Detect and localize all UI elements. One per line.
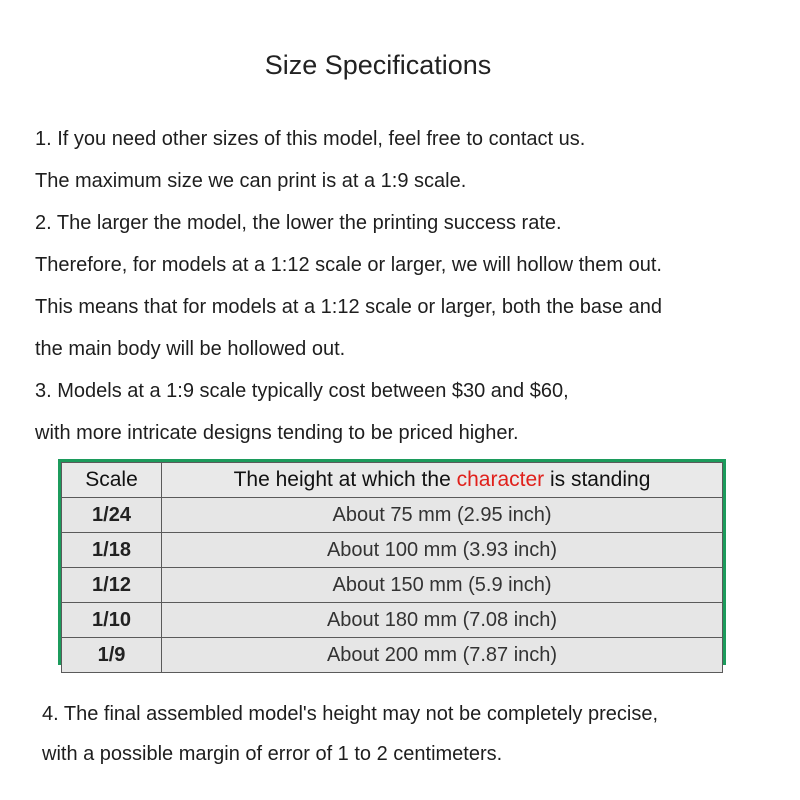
note-text (42, 694, 658, 774)
height-cell: About 150 mm (5.9 inch) (162, 568, 723, 603)
size-table-grid (61, 462, 723, 673)
table-row (62, 498, 723, 533)
text-line: 4. The final assembled model's height may not be completely precise, (42, 703, 658, 725)
table-row (62, 533, 723, 568)
height-cell: About 200 mm (7.87 inch) (162, 638, 723, 673)
text-line: 2. The larger the model, the lower the printing success rate. (35, 212, 562, 234)
scale-cell: 1/12 (62, 568, 162, 603)
scale-cell: 1/24 (62, 498, 162, 533)
table-row (62, 603, 723, 638)
header-height-post: is standing (544, 468, 651, 491)
table-row (62, 568, 723, 603)
header-height (162, 463, 723, 498)
text-line: Therefore, for models at a 1:12 scale or larger, we will hollow them out. (35, 254, 662, 276)
text-line: 1. If you need other sizes of this model, feel free to contact us. (35, 128, 586, 150)
text-line: the main body will be hollowed out. (35, 338, 346, 360)
text-line: with a possible margin of error of 1 to 2 centimeters. (42, 743, 503, 765)
text-line: with more intricate designs tending to be priced higher. (35, 422, 519, 444)
page-title: Size Specifications (264, 50, 492, 80)
header-height-highlight: character (456, 468, 545, 491)
header-scale: Scale (62, 463, 162, 498)
header-height-pre: The height at which the (233, 468, 457, 491)
text-line: This means that for models at a 1:12 scale or larger, both the base and (35, 296, 663, 318)
intro-text (35, 118, 662, 454)
height-cell: About 75 mm (2.95 inch) (162, 498, 723, 533)
scale-cell: 1/9 (62, 638, 162, 673)
scale-cell: 1/18 (62, 533, 162, 568)
height-cell: About 180 mm (7.08 inch) (162, 603, 723, 638)
table-header-row (62, 463, 723, 498)
table-row (62, 638, 723, 673)
text-line: 3. Models at a 1:9 scale typically cost between $30 and $60, (35, 380, 569, 402)
height-cell: About 100 mm (3.93 inch) (162, 533, 723, 568)
scale-cell: 1/10 (62, 603, 162, 638)
text-line: The maximum size we can print is at a 1:9 scale. (35, 170, 467, 192)
size-table (58, 459, 726, 665)
